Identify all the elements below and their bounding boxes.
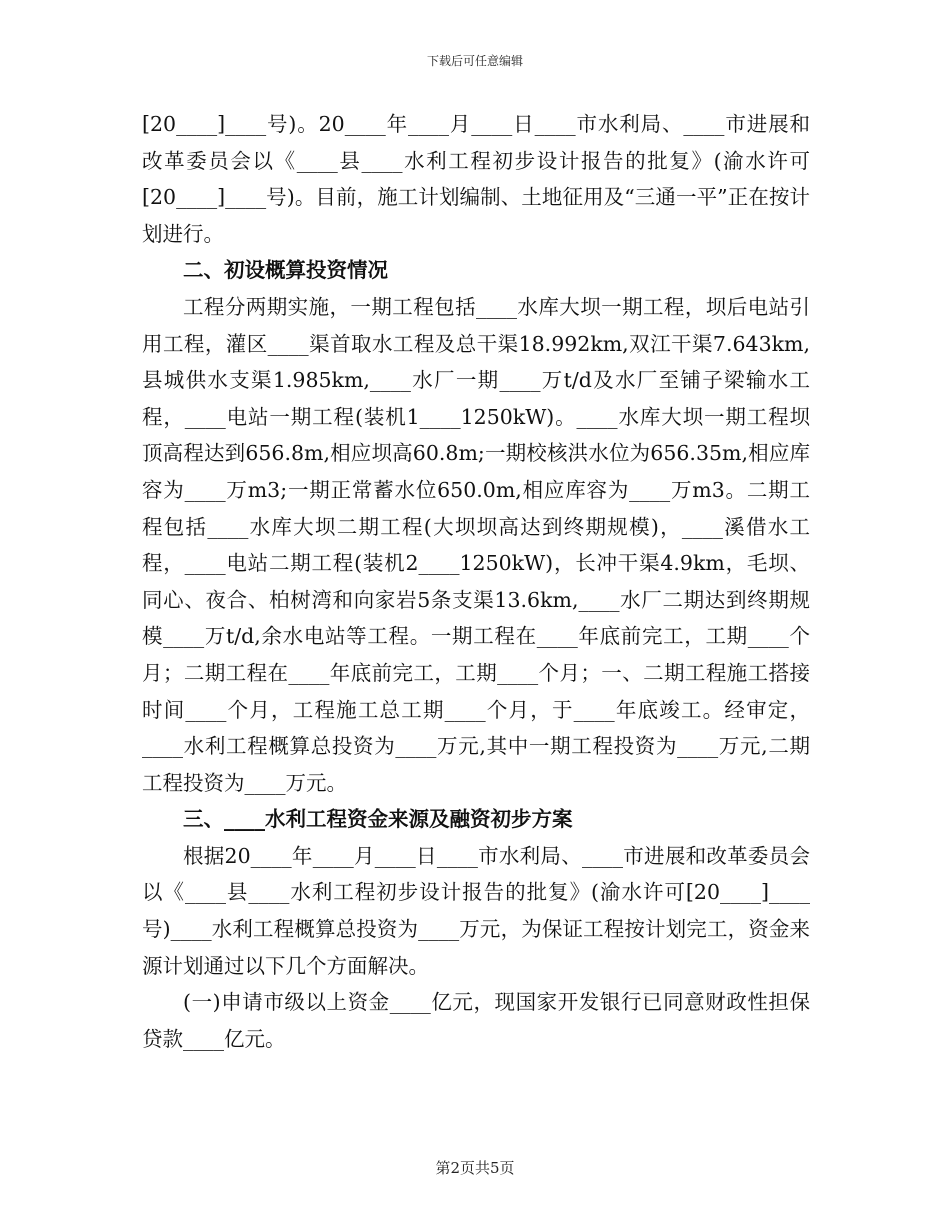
paragraph-investment: 工程分两期实施，一期工程包括____水库大坝一期工程，坝后电站引用工程，灌区____渠首取水工程及总干渠18.992km,双江干渠7.643km,县城供水支渠1.985km,____水厂一期____万t/d及水厂至铺子梁输水工程，____电站一期工程(装机1____1250kW)。____水库大坝一期工程坝顶高程达到656.8m,相应坝高60.8m;一期校核洪水位为656.35m,相应库容为____万m3;一期正常蓄水位650.0m,相应库容为____万m3。二期工程包括____水库大坝二期工程(大坝坝高达到终期规模)，____溪借水工程，____电站二期工程(装机2____1250kW)，长冲干渠4.9km，毛坝、同心、夜合、柏树湾和向家岩5条支渠13.6km,____水厂二期达到终期规模____万t/d,余水电站等工程。一期工程在____年底前完工，工期____个月；二期工程在____年底前完工，工期____个月；一、二期工程施工搭接时间____个月，工程施工总工期____个月，于____年底竣工。经审定，____水利工程概算总投资为____万元,其中一期工程投资为____万元,二期工程投资为____万元。 [142,294,810,795]
section-heading-funding: 三、____水利工程资金来源及融资初步方案 [183,807,573,832]
document-body [142,106,810,1057]
paragraph-approval-continued: [20____]____号)。20____年____月____日____市水利局、____市进展和改革委员会以《____县____水利工程初步设计报告的批复》(渝水许可[20____]____号)。目前，施工计划编制、土地征用及“三通一平”正在按计划进行。 [142,112,810,246]
section-heading-investment: 二、初设概算投资情况 [183,258,388,283]
paragraph-item-1: (一)申请市级以上资金____亿元，现国家开发银行已同意财政性担保贷款____亿元。 [142,990,810,1051]
paragraph-funding: 根据20____年____月____日____市水利局、____市进展和改革委员会以《____县____水利工程初步设计报告的批复》(渝水许可[20____]____号)____水利工程概算总投资为____万元，为保证工程按计划完工，资金来源计划通过以下几个方面解决。 [142,843,810,978]
page-header: 下载后可任意编辑 [426,54,523,68]
page-number: 第2页共5页 [435,1159,515,1177]
